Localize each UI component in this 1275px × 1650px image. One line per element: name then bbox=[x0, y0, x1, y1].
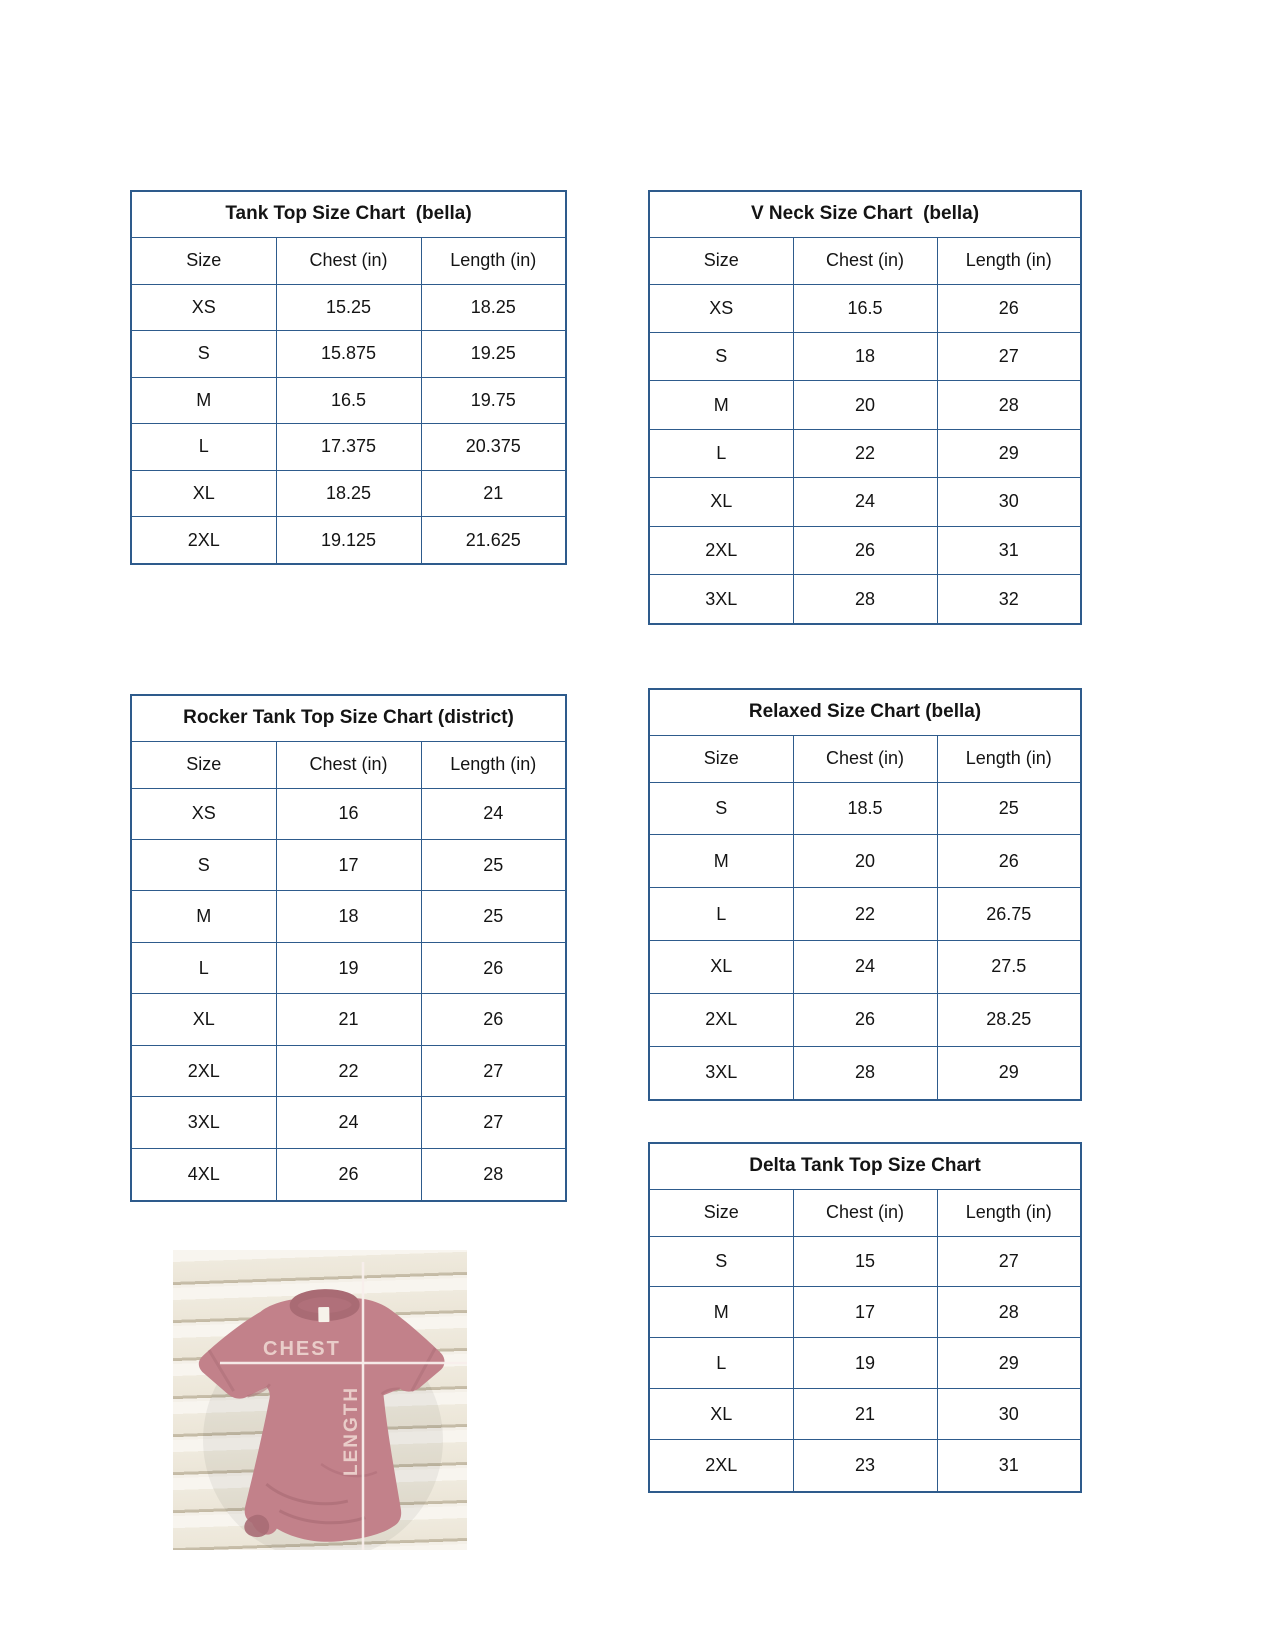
table-row bbox=[649, 1236, 1081, 1287]
table-cell: S bbox=[131, 331, 276, 378]
table-cell: 19 bbox=[276, 942, 421, 993]
table-cell: 24 bbox=[793, 940, 937, 993]
table-cell: XS bbox=[649, 284, 793, 332]
chest-measure-label: CHEST bbox=[263, 1338, 341, 1360]
table-rocker-tank-top-district bbox=[130, 694, 567, 1202]
size-chart-tank-top-bella bbox=[130, 190, 567, 565]
size-chart-v-neck-bella bbox=[648, 190, 1082, 625]
table-row bbox=[649, 940, 1081, 993]
table-row bbox=[131, 284, 566, 331]
table-cell: 16 bbox=[276, 788, 421, 839]
table-cell: 16.5 bbox=[793, 284, 937, 332]
table-row bbox=[649, 575, 1081, 624]
size-chart-delta-tank-top bbox=[648, 1142, 1082, 1493]
table-row bbox=[131, 942, 566, 993]
column-header: Size bbox=[131, 741, 276, 788]
table-cell: 28 bbox=[937, 1287, 1081, 1338]
table-cell: 25 bbox=[421, 839, 566, 890]
column-header: Length (in) bbox=[937, 1189, 1081, 1236]
table-title: V Neck Size Chart (bella) bbox=[649, 191, 1081, 237]
table-cell: 17 bbox=[276, 839, 421, 890]
table-row bbox=[131, 839, 566, 890]
table-cell: 15.875 bbox=[276, 331, 421, 378]
table-cell: 17.375 bbox=[276, 424, 421, 471]
column-header: Size bbox=[649, 237, 793, 284]
table-delta-tank-top bbox=[648, 1142, 1082, 1493]
table-cell: 24 bbox=[276, 1097, 421, 1148]
column-header: Length (in) bbox=[421, 741, 566, 788]
table-relaxed-bella bbox=[648, 688, 1082, 1101]
table-cell: 18 bbox=[276, 891, 421, 942]
table-cell: 28 bbox=[937, 381, 1081, 429]
table-cell: 24 bbox=[793, 478, 937, 526]
column-header: Chest (in) bbox=[276, 741, 421, 788]
table-cell: 15 bbox=[793, 1236, 937, 1287]
table-cell: XL bbox=[131, 994, 276, 1045]
table-cell: XL bbox=[649, 478, 793, 526]
table-cell: 29 bbox=[937, 1338, 1081, 1389]
table-cell: 27 bbox=[421, 1045, 566, 1096]
table-cell: 15.25 bbox=[276, 284, 421, 331]
column-header: Length (in) bbox=[937, 735, 1081, 782]
table-v-neck-bella bbox=[648, 190, 1082, 625]
table-cell: 28.25 bbox=[937, 993, 1081, 1046]
table-title: Rocker Tank Top Size Chart (district) bbox=[131, 695, 566, 741]
table-row bbox=[649, 1389, 1081, 1440]
table-row bbox=[131, 424, 566, 471]
table-cell: M bbox=[131, 377, 276, 424]
table-title: Relaxed Size Chart (bella) bbox=[649, 689, 1081, 735]
table-cell: S bbox=[131, 839, 276, 890]
column-header: Length (in) bbox=[937, 237, 1081, 284]
table-row bbox=[131, 994, 566, 1045]
table-row bbox=[649, 478, 1081, 526]
table-cell: 26 bbox=[276, 1148, 421, 1201]
table-cell: 21.625 bbox=[421, 517, 566, 565]
table-cell: 28 bbox=[421, 1148, 566, 1201]
table-cell: M bbox=[649, 1287, 793, 1338]
table-row bbox=[131, 1045, 566, 1096]
table-cell: 26 bbox=[793, 526, 937, 574]
table-cell: 17 bbox=[793, 1287, 937, 1338]
tshirt-measurement-photo bbox=[173, 1250, 467, 1550]
care-tag bbox=[318, 1307, 329, 1322]
column-header: Size bbox=[131, 237, 276, 284]
table-cell: 16.5 bbox=[276, 377, 421, 424]
table-row bbox=[649, 782, 1081, 835]
column-header: Chest (in) bbox=[793, 735, 937, 782]
table-cell: M bbox=[649, 835, 793, 888]
table-cell: 30 bbox=[937, 478, 1081, 526]
table-row bbox=[131, 891, 566, 942]
table-row bbox=[131, 470, 566, 517]
length-measure-label: LENGTH bbox=[341, 1385, 362, 1476]
table-title: Delta Tank Top Size Chart bbox=[649, 1143, 1081, 1189]
table-cell: 27.5 bbox=[937, 940, 1081, 993]
column-header: Chest (in) bbox=[276, 237, 421, 284]
table-cell: M bbox=[649, 381, 793, 429]
table-cell: 24 bbox=[421, 788, 566, 839]
table-cell: 23 bbox=[793, 1440, 937, 1492]
table-cell: XL bbox=[131, 470, 276, 517]
table-cell: 26 bbox=[937, 835, 1081, 888]
table-cell: L bbox=[649, 429, 793, 477]
table-cell: 3XL bbox=[131, 1097, 276, 1148]
column-header: Length (in) bbox=[421, 237, 566, 284]
table-cell: 28 bbox=[793, 1046, 937, 1100]
table-cell: 25 bbox=[937, 782, 1081, 835]
table-cell: 19.75 bbox=[421, 377, 566, 424]
table-cell: 18.25 bbox=[276, 470, 421, 517]
column-header: Chest (in) bbox=[793, 1189, 937, 1236]
table-cell: 28 bbox=[793, 575, 937, 624]
table-cell: S bbox=[649, 782, 793, 835]
table-row bbox=[649, 993, 1081, 1046]
table-cell: 27 bbox=[937, 1236, 1081, 1287]
table-row bbox=[131, 1097, 566, 1148]
table-cell: 21 bbox=[793, 1389, 937, 1440]
table-cell: 31 bbox=[937, 1440, 1081, 1492]
table-title: Tank Top Size Chart (bella) bbox=[131, 191, 566, 237]
table-row bbox=[649, 381, 1081, 429]
table-cell: 31 bbox=[937, 526, 1081, 574]
table-row bbox=[131, 1148, 566, 1201]
table-row bbox=[649, 1287, 1081, 1338]
table-cell: 26 bbox=[421, 942, 566, 993]
table-cell: 20 bbox=[793, 381, 937, 429]
table-cell: 20.375 bbox=[421, 424, 566, 471]
table-cell: 30 bbox=[937, 1389, 1081, 1440]
table-cell: 2XL bbox=[649, 526, 793, 574]
table-cell: 20 bbox=[793, 835, 937, 888]
table-cell: XS bbox=[131, 284, 276, 331]
table-cell: L bbox=[131, 942, 276, 993]
table-tank-top-bella bbox=[130, 190, 567, 565]
table-cell: 21 bbox=[421, 470, 566, 517]
table-row bbox=[131, 377, 566, 424]
table-row bbox=[131, 788, 566, 839]
table-cell: 26 bbox=[421, 994, 566, 1045]
table-cell: L bbox=[649, 888, 793, 941]
table-row bbox=[649, 284, 1081, 332]
table-cell: M bbox=[131, 891, 276, 942]
column-header: Size bbox=[649, 1189, 793, 1236]
table-cell: 2XL bbox=[131, 1045, 276, 1096]
table-cell: XL bbox=[649, 940, 793, 993]
table-row bbox=[649, 429, 1081, 477]
table-cell: L bbox=[131, 424, 276, 471]
table-cell: S bbox=[649, 1236, 793, 1287]
table-cell: 19.125 bbox=[276, 517, 421, 565]
table-cell: 18.25 bbox=[421, 284, 566, 331]
table-row bbox=[649, 888, 1081, 941]
table-row bbox=[649, 1440, 1081, 1492]
tshirt-graphic bbox=[173, 1250, 467, 1550]
table-row bbox=[649, 1338, 1081, 1389]
table-cell: S bbox=[649, 332, 793, 380]
table-cell: 32 bbox=[937, 575, 1081, 624]
table-row bbox=[131, 331, 566, 378]
table-cell: 2XL bbox=[131, 517, 276, 565]
table-cell: 19.25 bbox=[421, 331, 566, 378]
table-cell: 4XL bbox=[131, 1148, 276, 1201]
table-cell: 25 bbox=[421, 891, 566, 942]
column-header: Size bbox=[649, 735, 793, 782]
table-cell: 3XL bbox=[649, 575, 793, 624]
table-row bbox=[649, 332, 1081, 380]
table-cell: 26 bbox=[793, 993, 937, 1046]
table-cell: 26 bbox=[937, 284, 1081, 332]
table-cell: L bbox=[649, 1338, 793, 1389]
table-row bbox=[649, 526, 1081, 574]
table-row bbox=[649, 1046, 1081, 1100]
size-chart-relaxed-bella bbox=[648, 688, 1082, 1101]
table-cell: 22 bbox=[793, 888, 937, 941]
table-cell: 27 bbox=[421, 1097, 566, 1148]
table-cell: 2XL bbox=[649, 1440, 793, 1492]
table-cell: 26.75 bbox=[937, 888, 1081, 941]
table-cell: 22 bbox=[793, 429, 937, 477]
table-cell: XS bbox=[131, 788, 276, 839]
table-cell: 22 bbox=[276, 1045, 421, 1096]
size-chart-rocker-tank-top-district bbox=[130, 694, 567, 1202]
table-cell: 18.5 bbox=[793, 782, 937, 835]
table-cell: 2XL bbox=[649, 993, 793, 1046]
table-cell: 18 bbox=[793, 332, 937, 380]
table-row bbox=[649, 835, 1081, 888]
column-header: Chest (in) bbox=[793, 237, 937, 284]
table-cell: XL bbox=[649, 1389, 793, 1440]
table-cell: 29 bbox=[937, 1046, 1081, 1100]
table-cell: 29 bbox=[937, 429, 1081, 477]
table-cell: 19 bbox=[793, 1338, 937, 1389]
table-cell: 27 bbox=[937, 332, 1081, 380]
table-cell: 3XL bbox=[649, 1046, 793, 1100]
table-cell: 21 bbox=[276, 994, 421, 1045]
table-row bbox=[131, 517, 566, 565]
